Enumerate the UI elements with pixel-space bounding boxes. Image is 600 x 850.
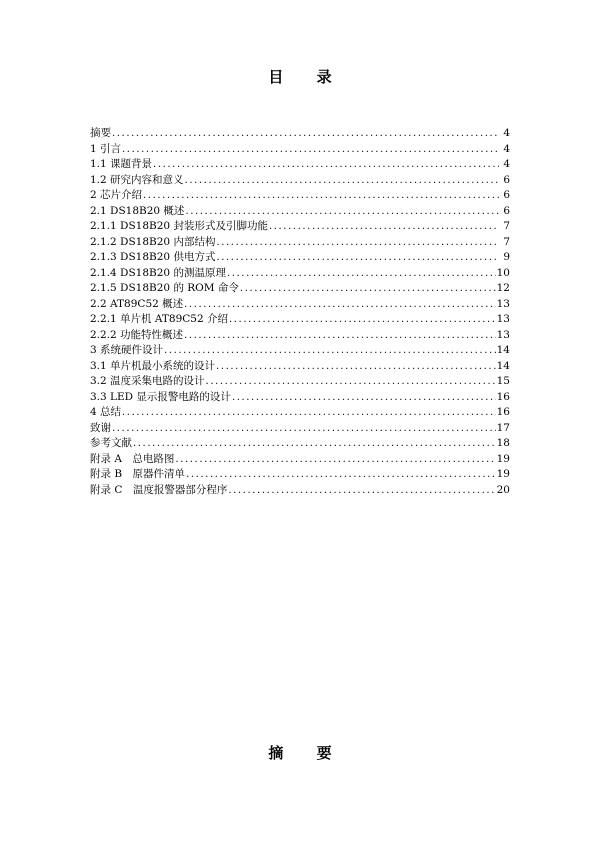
toc-entry-page: 13 bbox=[496, 313, 510, 325]
toc-entry-label: 2.1 DS18B20 概述 bbox=[90, 204, 185, 217]
toc-leader-dots bbox=[232, 390, 496, 406]
toc-leader-dots bbox=[143, 188, 499, 204]
toc-leader-dots bbox=[184, 297, 495, 313]
toc-entry-page: 20 bbox=[496, 483, 510, 496]
toc-entry[interactable] bbox=[90, 142, 510, 158]
toc-entry-label: 2.2.1 单片机 AT89C52 介绍 bbox=[90, 313, 228, 325]
toc-leader-dots bbox=[229, 312, 496, 328]
toc-leader-dots bbox=[175, 452, 495, 468]
toc-entry-label: 2.1.4 DS18B20 的测温原理 bbox=[90, 266, 226, 279]
toc-leader-dots bbox=[216, 235, 499, 251]
toc-entry-page: 18 bbox=[496, 437, 510, 449]
toc-entry-page: 12 bbox=[496, 282, 510, 294]
toc-entry-page: 7 bbox=[503, 220, 510, 232]
toc-leader-dots bbox=[122, 142, 499, 158]
toc-entry-page: 19 bbox=[496, 468, 510, 480]
toc-entry-label: 3.3 LED 显示报警电路的设计 bbox=[90, 390, 231, 403]
toc-entry-page: 14 bbox=[496, 344, 510, 356]
toc-leader-dots bbox=[185, 204, 499, 220]
toc-entry-page: 6 bbox=[503, 204, 510, 217]
toc-title: 目 录 bbox=[268, 68, 346, 86]
toc-entry-label: 2.1.2 DS18B20 内部结构 bbox=[90, 235, 216, 248]
abstract-title: 摘 要 bbox=[268, 744, 346, 762]
toc-entry-page: 4 bbox=[503, 158, 510, 170]
toc-entry-page: 9 bbox=[503, 251, 510, 263]
toc-entry-page: 10 bbox=[496, 266, 510, 279]
toc-entry[interactable] bbox=[90, 405, 510, 421]
toc-entry-label: 1.1 课题背景 bbox=[90, 158, 153, 170]
toc-leader-dots bbox=[112, 126, 499, 142]
toc-leader-dots bbox=[240, 281, 496, 297]
toc-entry[interactable] bbox=[90, 359, 510, 375]
toc-entry[interactable] bbox=[90, 390, 510, 406]
toc-entry-page: 13 bbox=[496, 328, 510, 341]
toc-entry-label: 附录 C 温度报警器部分程序 bbox=[90, 483, 228, 496]
toc-entry[interactable] bbox=[90, 452, 510, 468]
toc-entry-page: 6 bbox=[503, 173, 510, 186]
toc-leader-dots bbox=[269, 219, 499, 235]
toc-entry[interactable] bbox=[90, 219, 510, 235]
toc-leader-dots bbox=[227, 266, 496, 282]
toc-entry[interactable] bbox=[90, 250, 510, 266]
toc-leader-dots bbox=[122, 405, 496, 421]
toc-entry-page: 14 bbox=[496, 359, 510, 372]
table-of-contents bbox=[90, 126, 510, 498]
toc-entry-page: 6 bbox=[503, 189, 510, 201]
toc-entry[interactable] bbox=[90, 188, 510, 204]
toc-entry[interactable] bbox=[90, 281, 510, 297]
toc-leader-dots bbox=[228, 483, 495, 499]
toc-entry-page: 4 bbox=[503, 127, 510, 139]
toc-entry-label: 附录 A 总电路图 bbox=[90, 452, 175, 465]
toc-leader-dots bbox=[216, 359, 496, 375]
toc-entry-label: 2 芯片介绍 bbox=[90, 189, 143, 201]
toc-entry[interactable] bbox=[90, 173, 510, 189]
toc-entry-page: 19 bbox=[496, 452, 510, 465]
toc-entry-page: 17 bbox=[496, 421, 510, 434]
toc-leader-dots bbox=[112, 421, 496, 437]
toc-leader-dots bbox=[133, 436, 496, 452]
toc-entry[interactable] bbox=[90, 483, 510, 499]
toc-entry-page: 7 bbox=[503, 235, 510, 248]
toc-entry-label: 1 引言 bbox=[90, 142, 122, 155]
toc-leader-dots bbox=[164, 343, 496, 359]
toc-entry-label: 2.2 AT89C52 概述 bbox=[90, 297, 184, 310]
toc-entry-label: 摘要 bbox=[90, 127, 111, 139]
toc-entry-label: 2.1.3 DS18B20 供电方式 bbox=[90, 251, 216, 263]
toc-entry-label: 附录 B 原器件清单 bbox=[90, 468, 186, 480]
toc-leader-dots bbox=[185, 173, 499, 189]
toc-entry[interactable] bbox=[90, 436, 510, 452]
toc-entry-label: 1.2 研究内容和意义 bbox=[90, 173, 184, 186]
toc-leader-dots bbox=[206, 374, 496, 390]
toc-entry[interactable] bbox=[90, 312, 510, 328]
toc-entry-page: 13 bbox=[496, 297, 510, 310]
toc-entry[interactable] bbox=[90, 204, 510, 220]
toc-entry-page: 16 bbox=[496, 406, 510, 418]
toc-entry-label: 2.1.5 DS18B20 的 ROM 命令 bbox=[90, 282, 239, 294]
toc-leader-dots bbox=[216, 250, 499, 266]
toc-entry[interactable] bbox=[90, 467, 510, 483]
toc-entry-label: 2.2.2 功能特性概述 bbox=[90, 328, 184, 341]
toc-entry-label: 4 总结 bbox=[90, 406, 122, 418]
toc-entry-label: 2.1.1 DS18B20 封装形式及引脚功能 bbox=[90, 220, 268, 232]
toc-entry-label: 3.1 单片机最小系统的设计 bbox=[90, 359, 216, 372]
toc-entry[interactable] bbox=[90, 157, 510, 173]
toc-entry-page: 16 bbox=[496, 390, 510, 403]
toc-leader-dots bbox=[153, 157, 499, 173]
toc-entry-label: 参考文献 bbox=[90, 437, 132, 449]
toc-leader-dots bbox=[184, 328, 496, 344]
toc-entry[interactable] bbox=[90, 235, 510, 251]
toc-entry-label: 3 系统硬件设计 bbox=[90, 344, 164, 356]
toc-entry[interactable] bbox=[90, 374, 510, 390]
toc-entry[interactable] bbox=[90, 343, 510, 359]
toc-entry-page: 4 bbox=[503, 142, 510, 155]
toc-entry-label: 致谢 bbox=[90, 421, 111, 434]
toc-entry[interactable] bbox=[90, 297, 510, 313]
toc-entry[interactable] bbox=[90, 328, 510, 344]
toc-leader-dots bbox=[186, 467, 496, 483]
toc-entry[interactable] bbox=[90, 126, 510, 142]
toc-entry-label: 3.2 温度采集电路的设计 bbox=[90, 375, 205, 387]
toc-entry[interactable] bbox=[90, 266, 510, 282]
toc-entry-page: 15 bbox=[496, 375, 510, 387]
toc-entry[interactable] bbox=[90, 421, 510, 437]
